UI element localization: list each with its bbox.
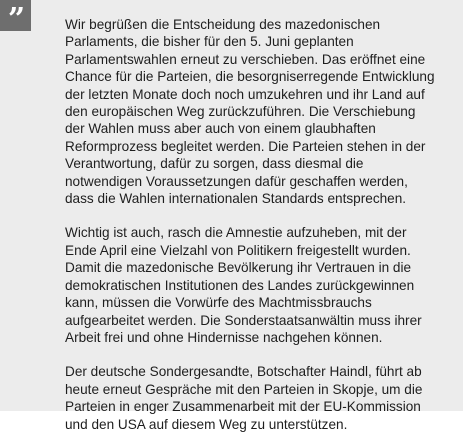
quote-paragraph [65,224,441,346]
quote-line: Ende April eine Vielzahl von Politikern freigestellt wurden. [65,242,411,258]
quote-line: Der deutsche Sondergesandte, Botschafter Haindl, führt ab [65,364,422,380]
quote-line: kann, müssen die Vorwürfe des Machtmissbrauchs [65,295,372,311]
quote-line: dass die Wahlen internationalen Standards entsprechen. [65,191,407,207]
quote-text [65,16,441,433]
quote-line: Wichtig ist auch, rasch die Amnestie aufzuheben, mit der [65,225,407,241]
quote-line: Damit die mazedonische Bevölkerung ihr Vertrauen in die [65,260,412,276]
quote-line: Verantwortung, dafür zu sorgen, dass diesmal die [65,156,364,172]
quote-line: der Wahlen muss aber auch von einem glaubhaften [65,121,376,137]
quote-line: demokratischen Institutionen des Landes zurückgewinnen [65,277,415,293]
quote-line: Arbeit frei und ohne Hindernisse nachgehen können. [65,329,383,345]
quote-line: Parlamentswahlen erneut zu verschieben. Das eröffnet eine [65,51,426,67]
quote-line: Wir begrüßen die Entscheidung des mazedonischen [65,17,381,32]
quote-line: Parlaments, die bisher für den 5. Juni geplanten [65,34,354,50]
quote-paragraph [65,363,441,433]
quote-line: der letzten Monate doch noch umzukehren und ihr Land auf [65,86,425,102]
quote-mark-icon: ” [0,0,31,31]
quote-paragraph [65,16,441,207]
quote-line: notwendigen Voraussetzungen dafür geschaffen werden, [65,173,408,189]
quote-line: Reformprozess begleitet werden. Die Parteien stehen in der [65,138,426,154]
quote-line: den europäischen Weg zurückzuführen. Die Verschiebung [65,104,416,120]
quote-line: aufgearbeitet werden. Die Sonderstaatsanwältin muss ihrer [65,312,422,328]
quote-line: Parteien in enger Zusammenarbeit mit der EU-Kommission [65,399,421,415]
quote-line: heute erneut Gespräche mit den Parteien in Skopje, um die [65,381,423,397]
quote-line: Chance für die Parteien, die besorgniserregende Entwicklung [65,69,435,85]
quote-line: und den USA auf diesem Weg zu unterstützen. [65,416,348,432]
